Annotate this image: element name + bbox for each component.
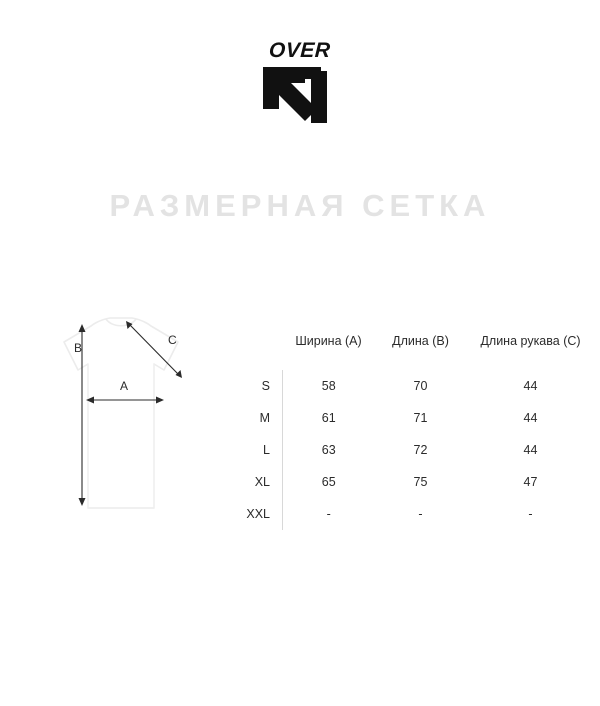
table-header-length: Длина (B) (392, 334, 449, 348)
table-header-corner (222, 334, 283, 370)
content-area (0, 312, 600, 542)
table-row (222, 402, 595, 434)
brand-logo (0, 40, 600, 127)
cell-sleeve: 47 (523, 475, 538, 489)
size-label: L (222, 434, 283, 466)
table-row (222, 434, 595, 466)
cell-length: 71 (413, 411, 428, 425)
cell-width: 63 (321, 443, 336, 457)
arrow-logo-icon (259, 65, 341, 127)
cell-length: 70 (413, 379, 428, 393)
table-row (222, 498, 595, 530)
cell-length: - (418, 507, 423, 521)
cell-width: 58 (321, 379, 336, 393)
table-header-row (222, 334, 595, 370)
table-header-width: Ширина (A) (295, 334, 362, 348)
size-label: XXL (222, 498, 283, 530)
table-header-sleeve: Длина рукава (C) (480, 334, 581, 348)
cell-sleeve: - (528, 507, 533, 521)
size-label: XL (222, 466, 283, 498)
cell-sleeve: 44 (523, 443, 538, 457)
table-row (222, 466, 595, 498)
cell-width: - (326, 507, 331, 521)
cell-width: 61 (321, 411, 336, 425)
cell-width: 65 (321, 475, 336, 489)
table-row (222, 370, 595, 402)
size-label: S (222, 370, 283, 402)
cell-sleeve: 44 (523, 411, 538, 425)
cell-length: 75 (413, 475, 428, 489)
figure-label-c: C (168, 333, 177, 347)
page-title: РАЗМЕРНАЯ СЕТКА (109, 188, 491, 223)
shirt-diagram (28, 312, 228, 532)
figure-label-b: B (74, 341, 83, 355)
size-table (222, 334, 595, 530)
figure-label-a: A (120, 379, 129, 393)
cell-length: 72 (413, 443, 428, 457)
brand-wordmark: OVER (268, 39, 332, 62)
size-label: M (222, 402, 283, 434)
cell-sleeve: 44 (523, 379, 538, 393)
